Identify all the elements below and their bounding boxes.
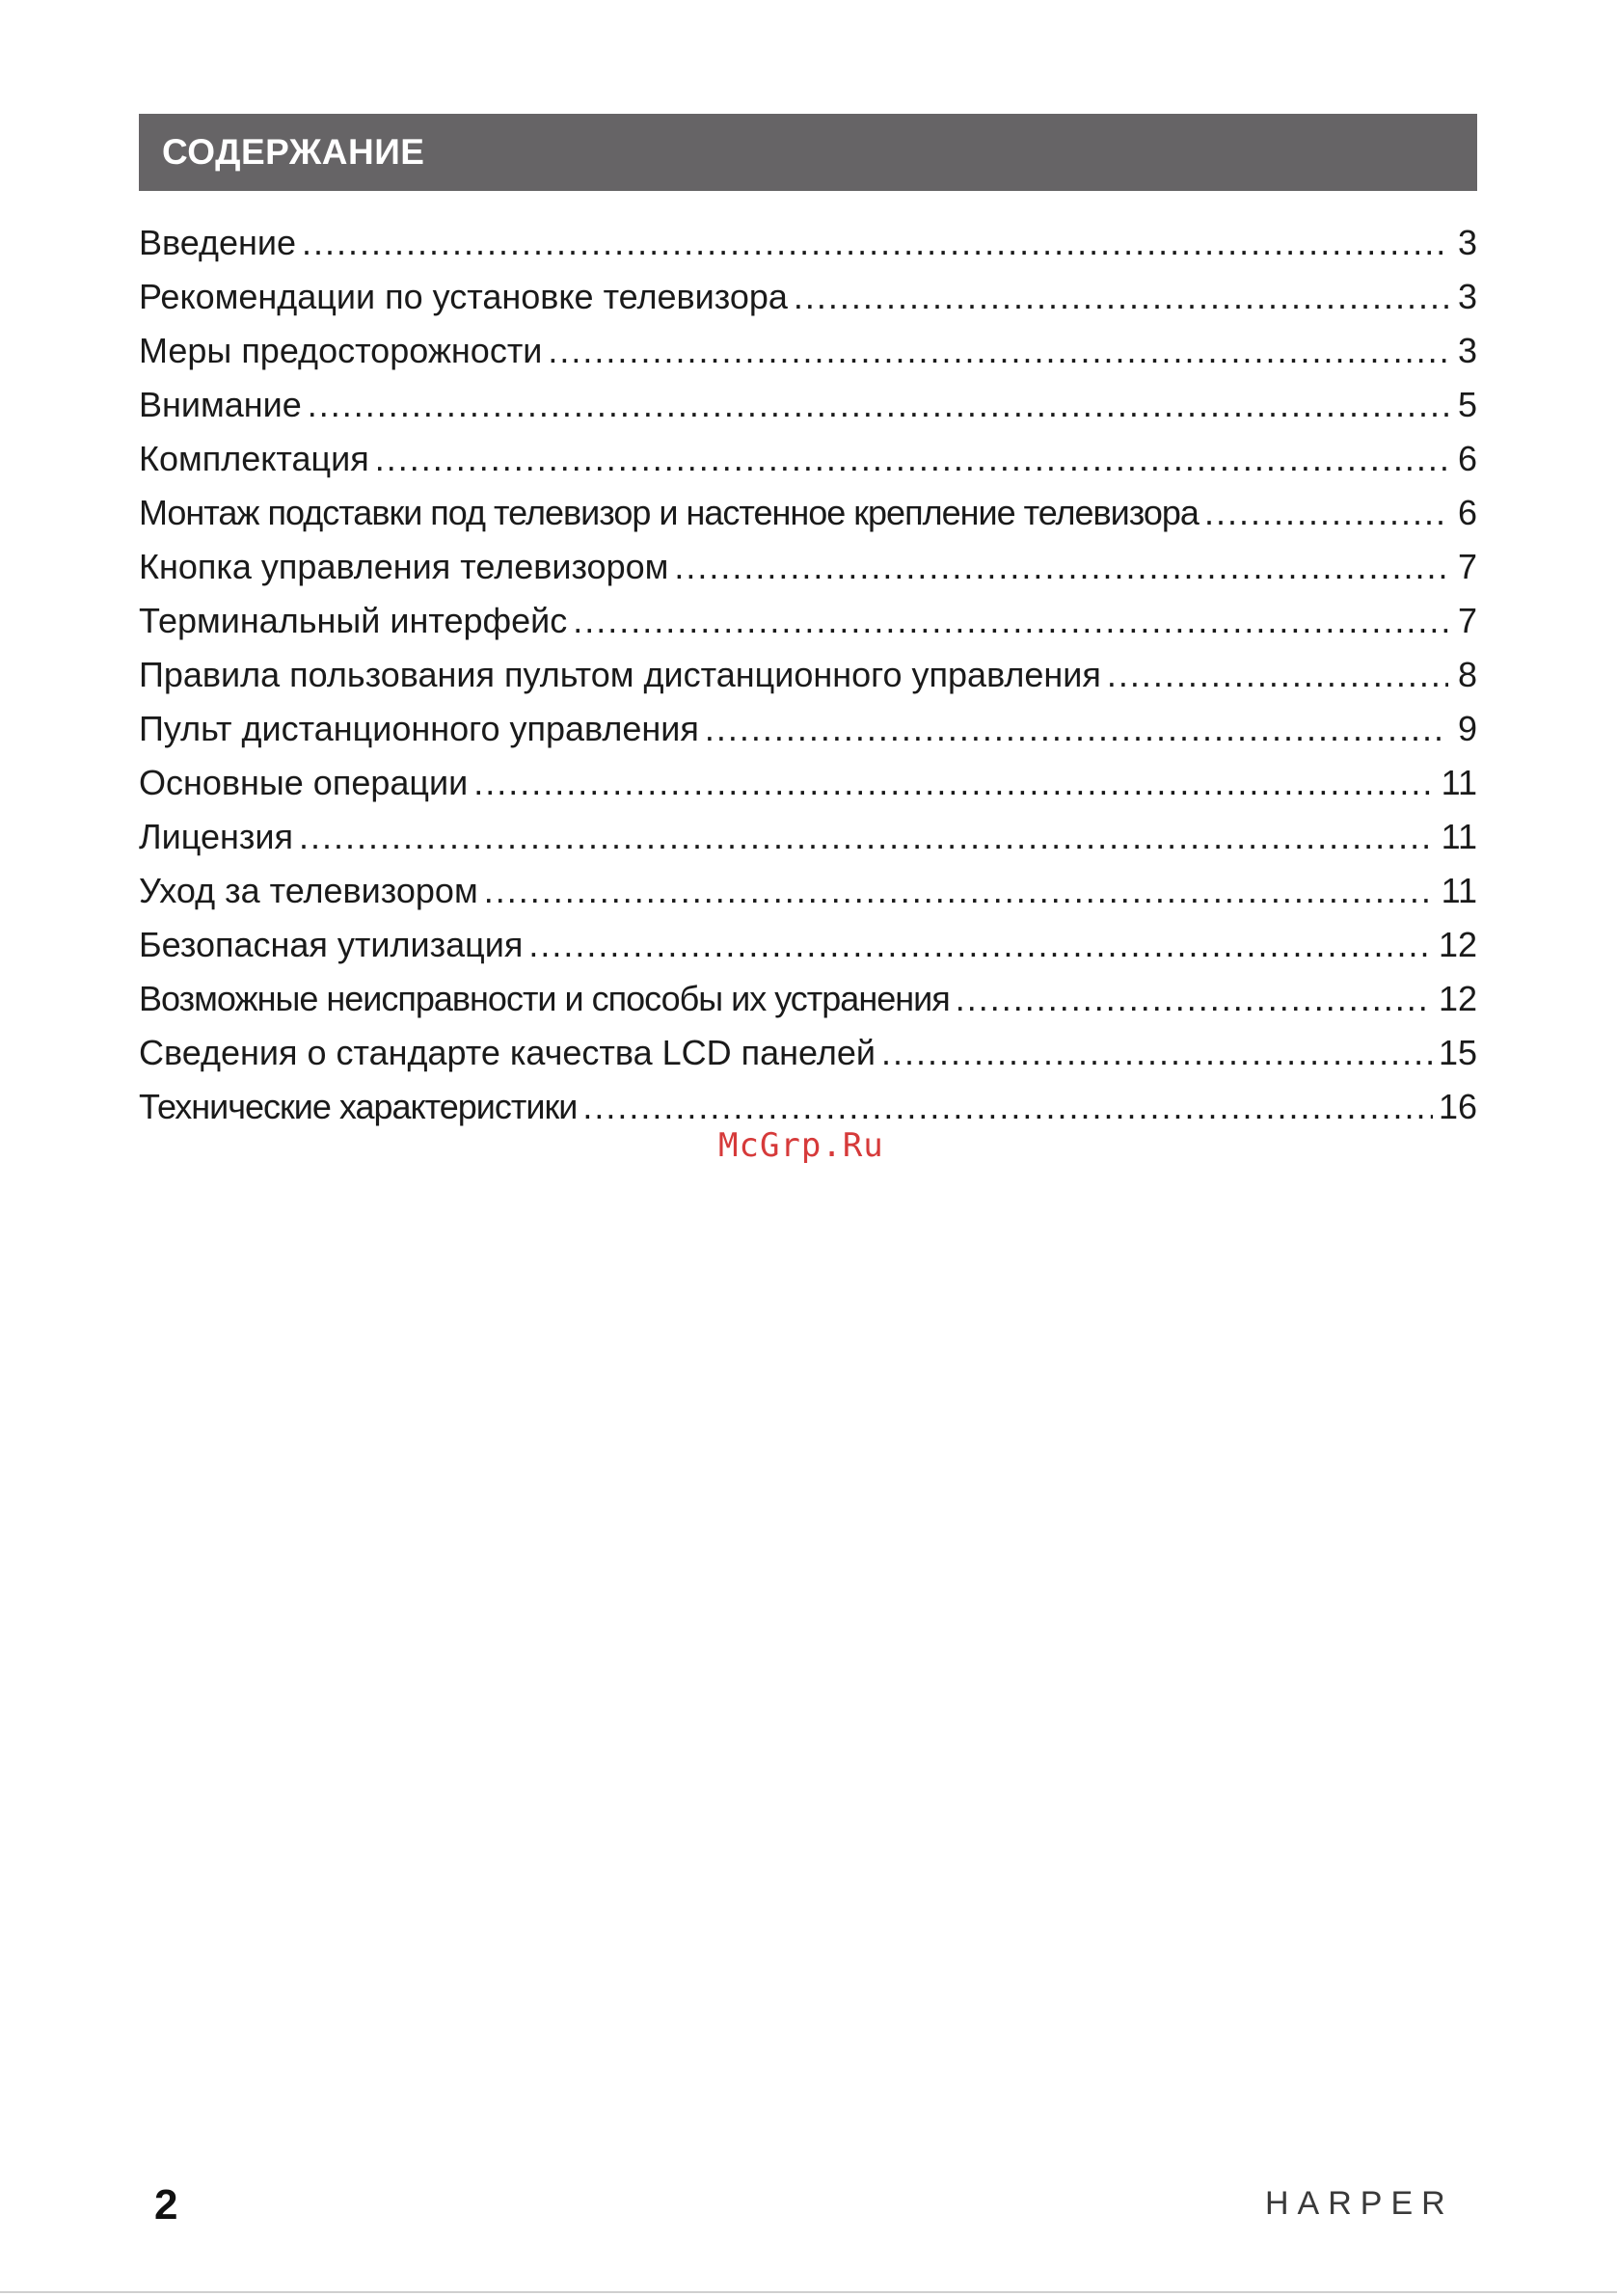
- toc-leader-dots: [308, 378, 1448, 432]
- toc-entry[interactable]: [139, 648, 1477, 702]
- toc-entry-page: 6: [1457, 439, 1477, 478]
- toc-entry-title: Технические характеристики: [139, 1087, 578, 1126]
- toc-entry[interactable]: [139, 756, 1477, 810]
- toc-entry-title: Уход за телевизором: [139, 871, 478, 910]
- toc-entry-title: Рекомендации по установке телевизора: [139, 277, 788, 316]
- toc-leader-dots: [674, 540, 1448, 594]
- toc-entry-page: 12: [1438, 979, 1477, 1018]
- toc-entry-page: 16: [1438, 1087, 1477, 1126]
- toc-entry-page: 6: [1457, 493, 1477, 532]
- toc-entry[interactable]: [139, 702, 1477, 756]
- table-of-contents: [139, 216, 1477, 1134]
- toc-leader-dots: [794, 270, 1448, 324]
- toc-entry-title: Лицензия: [139, 817, 293, 856]
- toc-entry-page: 3: [1457, 331, 1477, 370]
- toc-entry-page: 15: [1438, 1033, 1477, 1072]
- toc-entry-page: 3: [1457, 277, 1477, 316]
- toc-entry[interactable]: [139, 486, 1477, 540]
- toc-entry-page: 11: [1441, 817, 1477, 856]
- toc-entry[interactable]: [139, 324, 1477, 378]
- toc-entry[interactable]: [139, 810, 1477, 864]
- toc-entry-title: Безопасная утилизация: [139, 925, 524, 964]
- toc-leader-dots: [473, 756, 1435, 810]
- toc-leader-dots: [299, 810, 1436, 864]
- toc-entry[interactable]: [139, 378, 1477, 432]
- toc-entry[interactable]: [139, 216, 1477, 270]
- toc-entry-page: 12: [1438, 925, 1477, 964]
- toc-entry[interactable]: [139, 918, 1477, 972]
- toc-entry-title: Комплектация: [139, 439, 369, 478]
- watermark-text: McGrp.Ru: [718, 1126, 884, 1165]
- toc-entry[interactable]: [139, 1026, 1477, 1080]
- toc-leader-dots: [484, 864, 1436, 918]
- brand-logo: HARPER: [1265, 2185, 1454, 2222]
- section-title: СОДЕРЖАНИЕ: [162, 132, 425, 172]
- toc-entry-title: Внимание: [139, 385, 302, 424]
- section-header-bar: [139, 114, 1477, 191]
- toc-entry[interactable]: [139, 594, 1477, 648]
- page-number: 2: [154, 2181, 178, 2228]
- toc-entry[interactable]: [139, 972, 1477, 1026]
- toc-entry-title: Кнопка управления телевизором: [139, 547, 669, 586]
- toc-leader-dots: [1204, 486, 1448, 540]
- toc-entry-page: 8: [1457, 655, 1477, 694]
- toc-entry-title: Введение: [139, 223, 297, 262]
- toc-entry-title: Терминальный интерфейс: [139, 601, 568, 640]
- toc-entry-page: 9: [1457, 709, 1477, 748]
- toc-entry-page: 5: [1457, 385, 1477, 424]
- toc-entry-title: Монтаж подставки под телевизор и настенное крепление телевизора: [139, 493, 1199, 532]
- toc-entry-title: Правила пользования пультом дистанционного управления: [139, 655, 1101, 694]
- toc-leader-dots: [705, 702, 1448, 756]
- toc-leader-dots: [881, 1026, 1433, 1080]
- toc-entry-page: 11: [1441, 763, 1477, 802]
- toc-entry[interactable]: [139, 864, 1477, 918]
- toc-entry-title: Меры предосторожности: [139, 331, 543, 370]
- toc-leader-dots: [375, 432, 1448, 486]
- toc-entry-page: 7: [1457, 601, 1477, 640]
- toc-entry-page: 7: [1457, 547, 1477, 586]
- toc-leader-dots: [573, 594, 1448, 648]
- toc-leader-dots: [528, 918, 1433, 972]
- toc-entry-page: 11: [1441, 871, 1477, 910]
- toc-entry[interactable]: [139, 540, 1477, 594]
- toc-entry-page: 3: [1457, 223, 1477, 262]
- toc-entry[interactable]: [139, 432, 1477, 486]
- toc-leader-dots: [582, 1080, 1433, 1134]
- toc-entry-title: Сведения о стандарте качества LCD панелей: [139, 1033, 876, 1072]
- toc-leader-dots: [956, 972, 1433, 1026]
- toc-entry-title: Пульт дистанционного управления: [139, 709, 699, 748]
- bottom-divider: [0, 2291, 1617, 2293]
- toc-entry-title: Возможные неисправности и способы их устранения: [139, 979, 950, 1018]
- toc-entry[interactable]: [139, 270, 1477, 324]
- toc-leader-dots: [302, 216, 1448, 270]
- toc-leader-dots: [548, 324, 1448, 378]
- toc-entry-title: Основные операции: [139, 763, 469, 802]
- toc-leader-dots: [1107, 648, 1448, 702]
